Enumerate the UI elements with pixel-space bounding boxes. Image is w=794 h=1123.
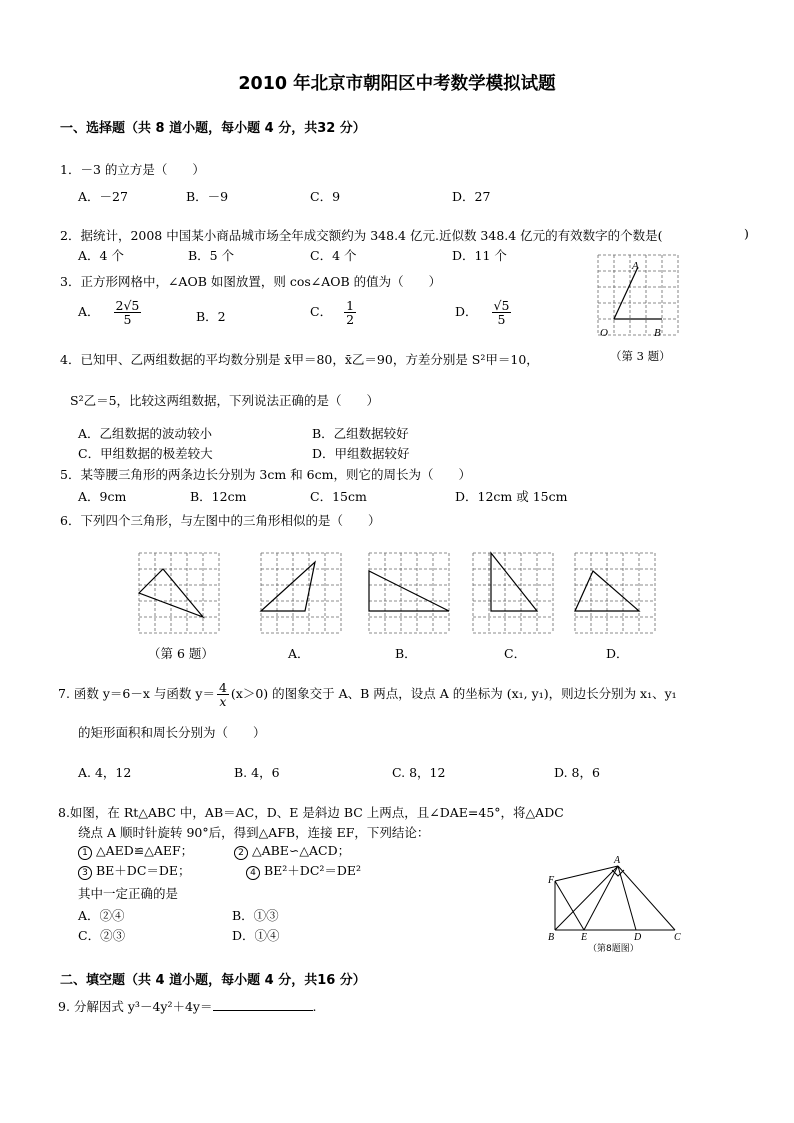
q8-label-a: A	[614, 855, 621, 866]
q6-figures	[136, 550, 716, 636]
q4-option-c: C．甲组数据的极差较大	[78, 446, 213, 461]
q8-label-c: C	[674, 932, 681, 943]
page-title: 2010 年北京市朝阳区中考数学模拟试题	[238, 74, 556, 94]
q5-option-b: B．12cm	[190, 489, 247, 504]
q4-option-b: B．乙组数据较好	[312, 426, 409, 441]
q8-option-b: B．①③	[232, 908, 279, 923]
q3-label-a: A	[632, 260, 639, 272]
q2-option-d: D．11 个	[452, 248, 507, 263]
q4-option-a: A．乙组数据的波动较小	[78, 426, 213, 441]
q6-option-a-triangle	[261, 553, 341, 633]
q3-a-denominator: 5	[123, 312, 132, 328]
q3-d-numerator: √5	[493, 298, 510, 313]
q3-option-a: A． $\frac{2√5}{5}$	[78, 298, 140, 328]
q8-statement-4-number: 4	[246, 866, 260, 880]
q3-label-b: B	[654, 327, 661, 339]
q5-option-d: D．12cm 或 15cm	[455, 489, 568, 504]
q3-stem: 3．正方形网格中，∠AOB 如图放置，则 cos∠AOB 的值为（ ）	[60, 274, 442, 289]
q6-original-triangle	[139, 553, 219, 633]
q7-option-c: C. 8，12	[392, 765, 446, 780]
q8-label-e: E	[581, 932, 588, 943]
q3-label-o: O	[600, 327, 608, 339]
q3-caption: （第 3 题）	[610, 349, 671, 363]
q6-caption-b: B．	[395, 646, 417, 661]
q5-option-a: A．9cm	[78, 489, 127, 504]
q3-a-numerator: 2√5	[115, 298, 140, 313]
q3-c-denominator: 2	[346, 312, 355, 328]
q3-figure	[594, 252, 690, 344]
q9-stem: 9. 分解因式 y³－4y²＋4y＝	[58, 999, 213, 1014]
q7-line-2: 的矩形面积和周长分别为（ ）	[78, 725, 266, 740]
q4-line-1: 4．已知甲、乙两组数据的平均数分别是 x̄甲＝80，x̄乙＝90，方差分别是 S²甲＝10，	[60, 352, 539, 367]
q6-option-b-triangle	[369, 553, 449, 633]
q7-frac-denominator: x	[219, 694, 227, 710]
q2-option-c: C．4 个	[310, 248, 357, 263]
q2-stem: 2．据统计，2008 中国某小商品城市场全年成交额约为 348.4 亿元.近似数 348.4 亿元的有效数字的个数是(	[60, 228, 663, 243]
q8-label-f: F	[548, 875, 555, 886]
q6-caption-c: C．	[504, 646, 527, 661]
q1-option-b: B．－9	[186, 189, 229, 204]
q8-statement-4: 4 BE²＋DC²＝DE²	[246, 861, 361, 880]
q8-statement-2-number: 2	[234, 846, 248, 860]
q8-line-1: 8.如图，在 Rt△ABC 中，AB＝AC，D、E 是斜边 BC 上两点，且∠DAE=45°，将△ADC	[58, 805, 564, 820]
q8-figure	[540, 852, 690, 956]
q2-stem-end: )	[744, 226, 749, 241]
q7-line-1	[58, 681, 677, 708]
q3-option-d: D． $\frac{√5}{5}$	[455, 298, 510, 328]
q4-option-d: D．甲组数据较好	[312, 446, 410, 461]
q8-option-d: D．①④	[232, 928, 280, 943]
q7-option-a: A. 4，12	[78, 765, 132, 780]
q7-line-1-post: (x＞0) 的图象交于 A、B 两点，设点 A 的坐标为 (x₁, y₁)，则边长分别为 x₁、y₁	[230, 686, 677, 702]
q3-d-denominator: 5	[497, 312, 506, 328]
q8-statement-3: 3 BE＋DC＝DE；	[78, 861, 191, 880]
q1-stem: 1．－3 的立方是（ ）	[60, 162, 205, 177]
q7-frac-numerator: 4	[218, 680, 227, 695]
section-heading-2: 二、填空题（共 4 道小题，每小题 4 分，共16 分）	[60, 973, 366, 988]
q1-option-c: C．9	[310, 189, 341, 204]
q2-option-b: B．5 个	[188, 248, 235, 263]
q3-option-c: C． $\frac{1}{2}$	[310, 298, 355, 328]
q6-option-d-triangle	[575, 553, 655, 633]
q9-line: 9. 分解因式 y³－4y²＋4y＝ .	[58, 999, 317, 1014]
q8-option-a: A．②④	[78, 908, 125, 923]
q2-option-a: A．4 个	[78, 248, 124, 263]
q8-ask: 其中一定正确的是	[78, 886, 179, 901]
q8-statement-3-number: 3	[78, 866, 92, 880]
q4-line-2: S²乙＝5，比较这两组数据，下列说法正确的是（ ）	[70, 393, 380, 408]
q6-option-c-triangle	[473, 553, 553, 633]
q8-caption: （第8题图）	[588, 944, 639, 954]
q8-statement-1-number: 1	[78, 846, 92, 860]
q8-line-2: 绕点 A 顺时针旋转 90°后，得到△AFB，连接 EF，下列结论：	[78, 825, 430, 840]
q7-option-b: B. 4，6	[234, 765, 280, 780]
q3-c-numerator: 1	[346, 298, 355, 313]
q6-caption-d: D．	[606, 646, 629, 661]
q6-stem: 6．下列四个三角形，与左图中的三角形相似的是（ ）	[60, 513, 381, 528]
section-heading-1: 一、选择题（共 8 道小题，每小题 4 分，共32 分）	[60, 121, 366, 136]
q5-stem: 5．某等腰三角形的两条边长分别为 3cm 和 6cm，则它的周长为（ ）	[60, 467, 471, 482]
q8-label-b: B	[548, 932, 555, 943]
q8-label-d: D	[634, 932, 642, 943]
q8-option-c: C．②③	[78, 928, 126, 943]
q3-option-b: B．2	[196, 309, 226, 324]
q8-statement-1: 1 △AED≌△AEF；	[78, 841, 193, 860]
q6-caption-original: （第 6 题）	[148, 646, 214, 661]
q7-option-d: D. 8，6	[554, 765, 600, 780]
q1-option-d: D．27	[452, 189, 491, 204]
q1-option-a: A．－27	[78, 189, 128, 204]
q5-option-c: C．15cm	[310, 489, 367, 504]
q8-statement-2: 2 △ABE∽△ACD；	[234, 841, 350, 860]
q7-line-1-pre: 7. 函数 y＝6－x 与函数 y＝	[58, 686, 215, 702]
q9-answer-blank	[213, 998, 313, 1011]
q6-caption-a: A．	[288, 646, 310, 661]
